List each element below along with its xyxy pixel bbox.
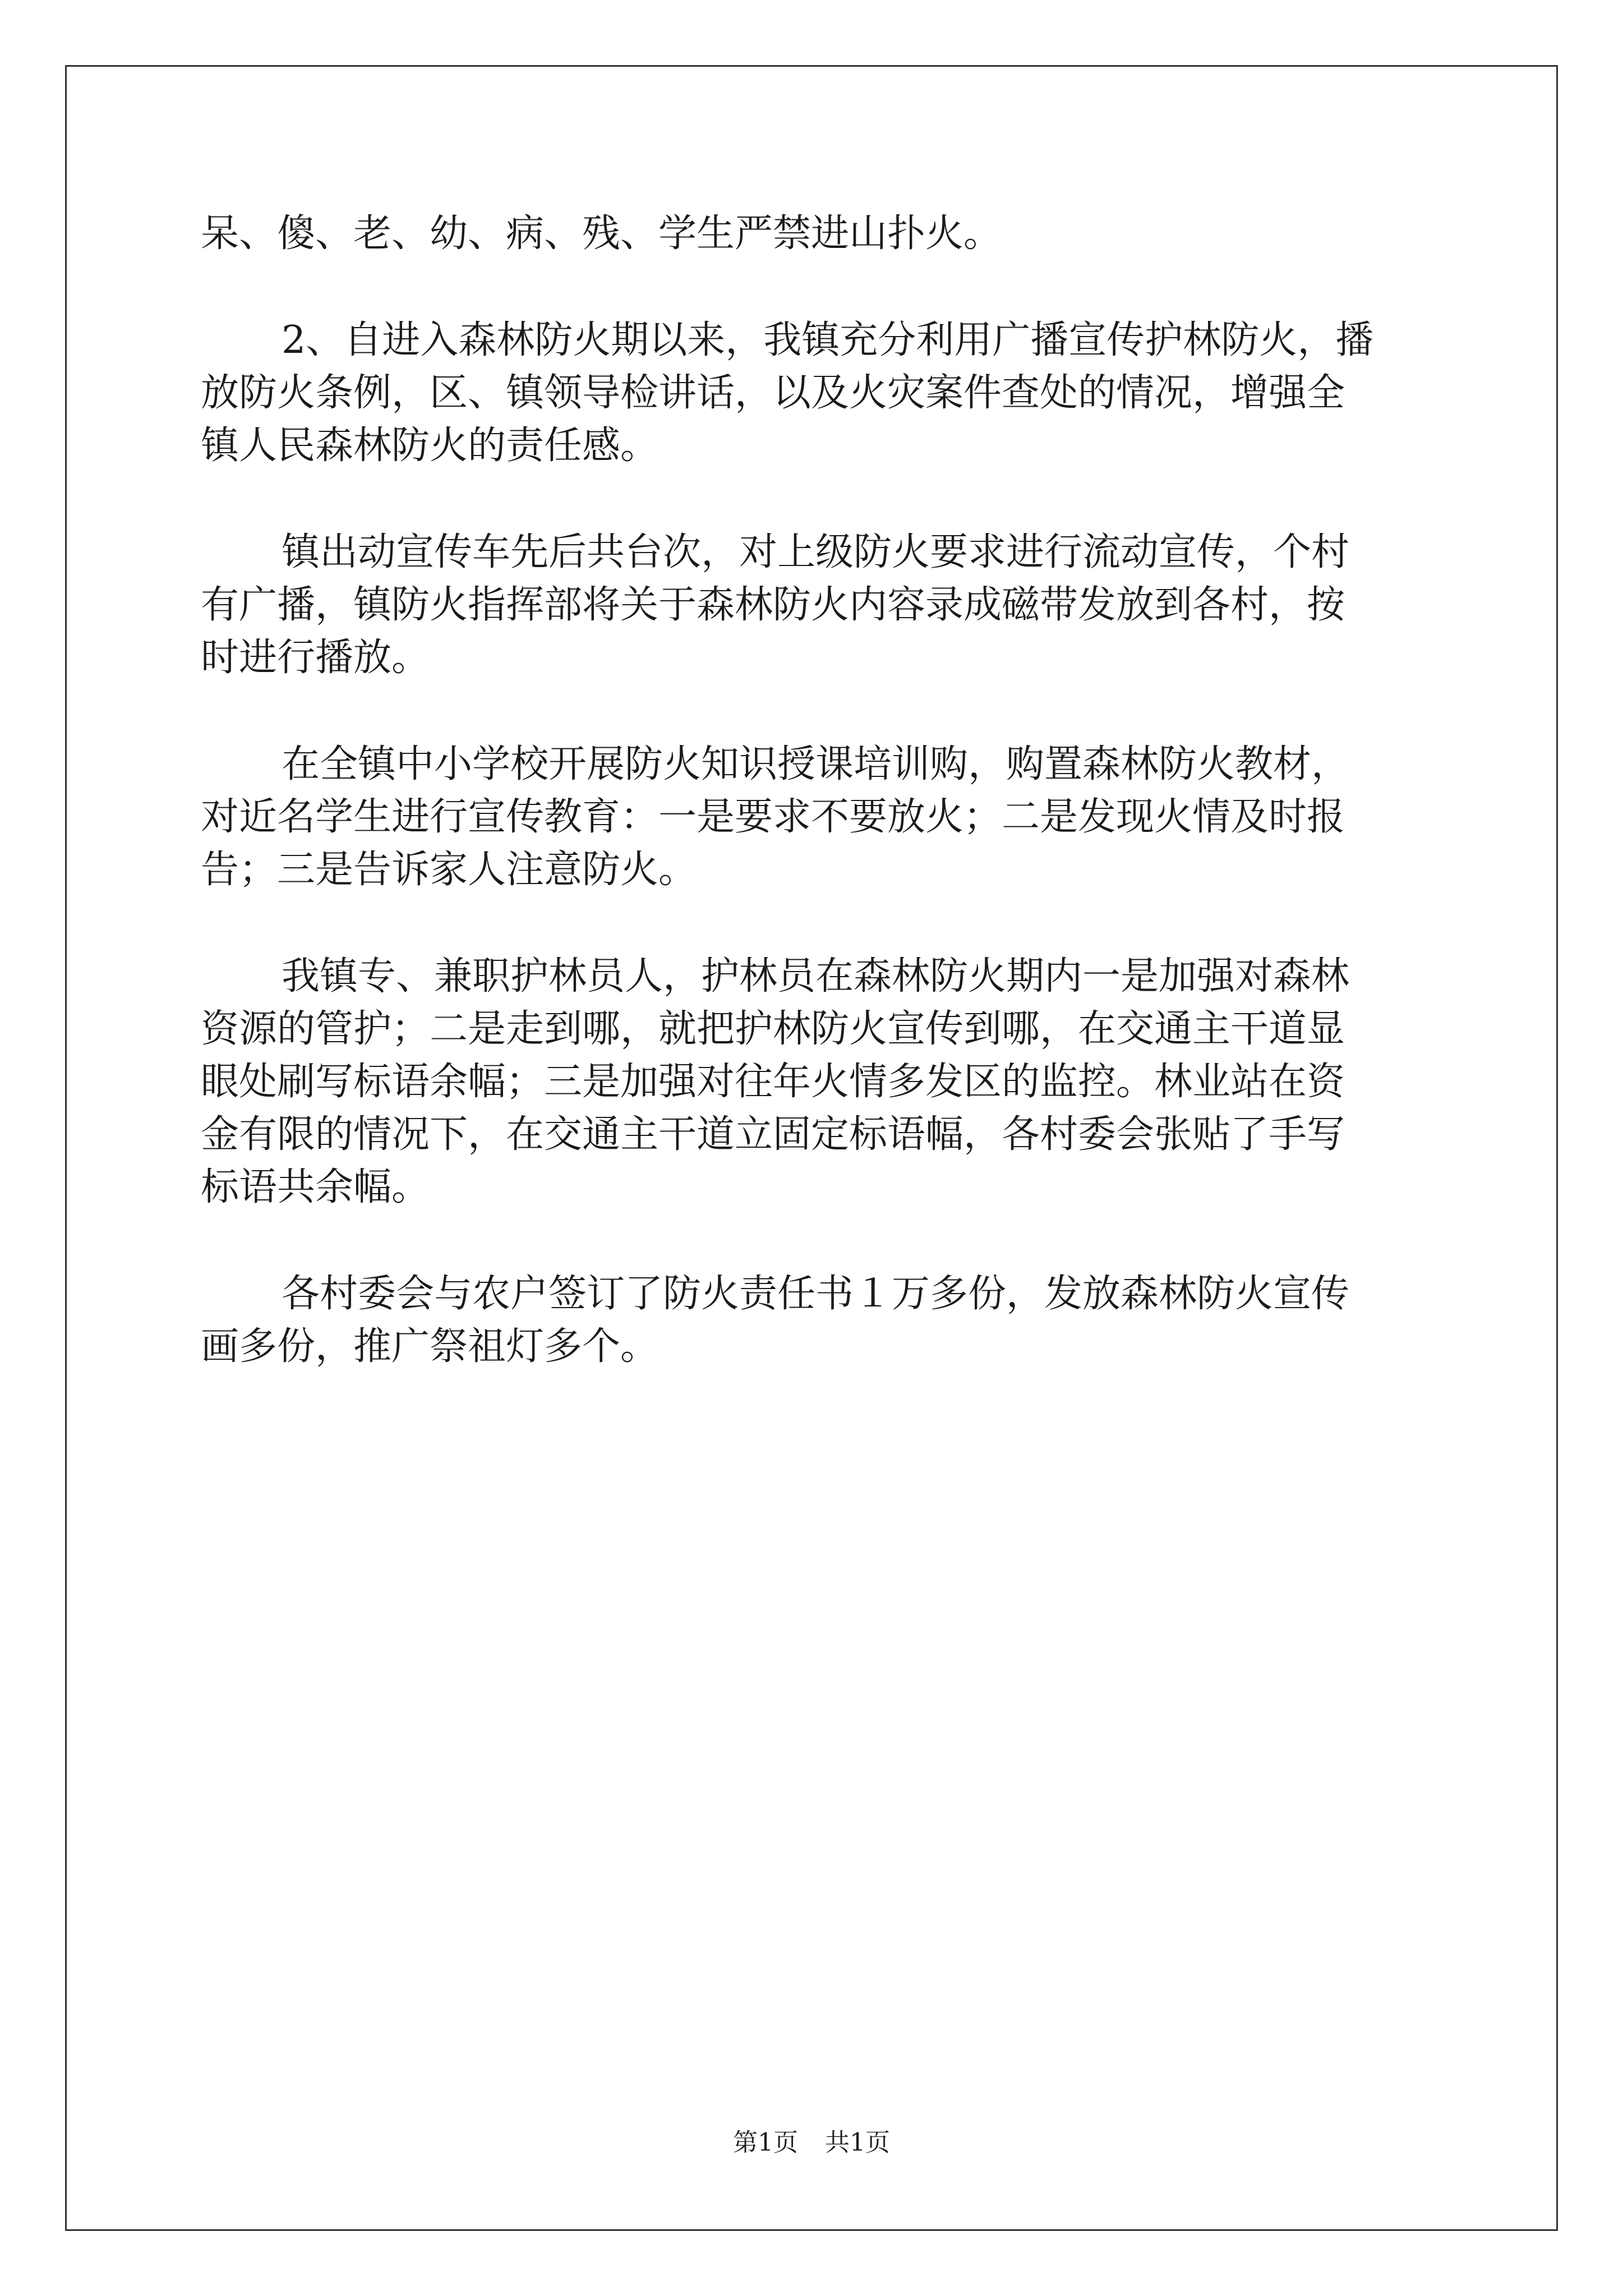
text-line: 镇人民森林防火的责任感。 (201, 424, 659, 468)
text-line: 2、自进入森林防火期以来，我镇充分利用广播宣传护林防火，播 (282, 318, 1374, 362)
text-line: 眼处刷写标语余幅；三是加强对往年火情多发区的监控。林业站在资 (201, 1060, 1345, 1104)
text-line: 各村委会与农户签订了防火责任书１万多份，发放森林防火宣传 (282, 1272, 1350, 1316)
page-footer (0, 2126, 1623, 2160)
text-line: 时进行播放。 (201, 636, 430, 680)
page-total: 共1页 (825, 2128, 890, 2157)
document-body (201, 208, 1422, 1373)
text-line: 镇出动宣传车先后共台次，对上级防火要求进行流动宣传，个村 (282, 530, 1350, 574)
text-line: 资源的管护；二是走到哪，就把护林防火宣传到哪，在交通主干道显 (201, 1007, 1345, 1051)
text-line: 呆、傻、老、幼、病、残、学生严禁进山扑火。 (201, 211, 1002, 256)
text-line: 标语共余幅。 (201, 1165, 430, 1209)
page-number: 第1页 (733, 2128, 798, 2157)
text-line: 对近名学生进行宣传教育：一是要求不要放火；二是发现火情及时报 (201, 795, 1345, 839)
text-line: 画多份，推广祭祖灯多个。 (201, 1324, 659, 1369)
text-line: 在全镇中小学校开展防火知识授课培训购，购置森林防火教材， (282, 742, 1350, 786)
text-line: 放防火条例，区、镇领导检讲话，以及火灾案件查处的情况，增强全 (201, 371, 1345, 415)
text-line: 有广播，镇防火指挥部将关于森林防火内容录成磁带发放到各村，按 (201, 583, 1345, 627)
text-line: 告；三是告诉家人注意防火。 (201, 848, 697, 892)
text-line: 金有限的情况下，在交通主干道立固定标语幅，各村委会张贴了手写 (201, 1112, 1345, 1157)
text-line: 我镇专、兼职护林员人，护林员在森林防火期内一是加强对森林 (282, 954, 1350, 999)
